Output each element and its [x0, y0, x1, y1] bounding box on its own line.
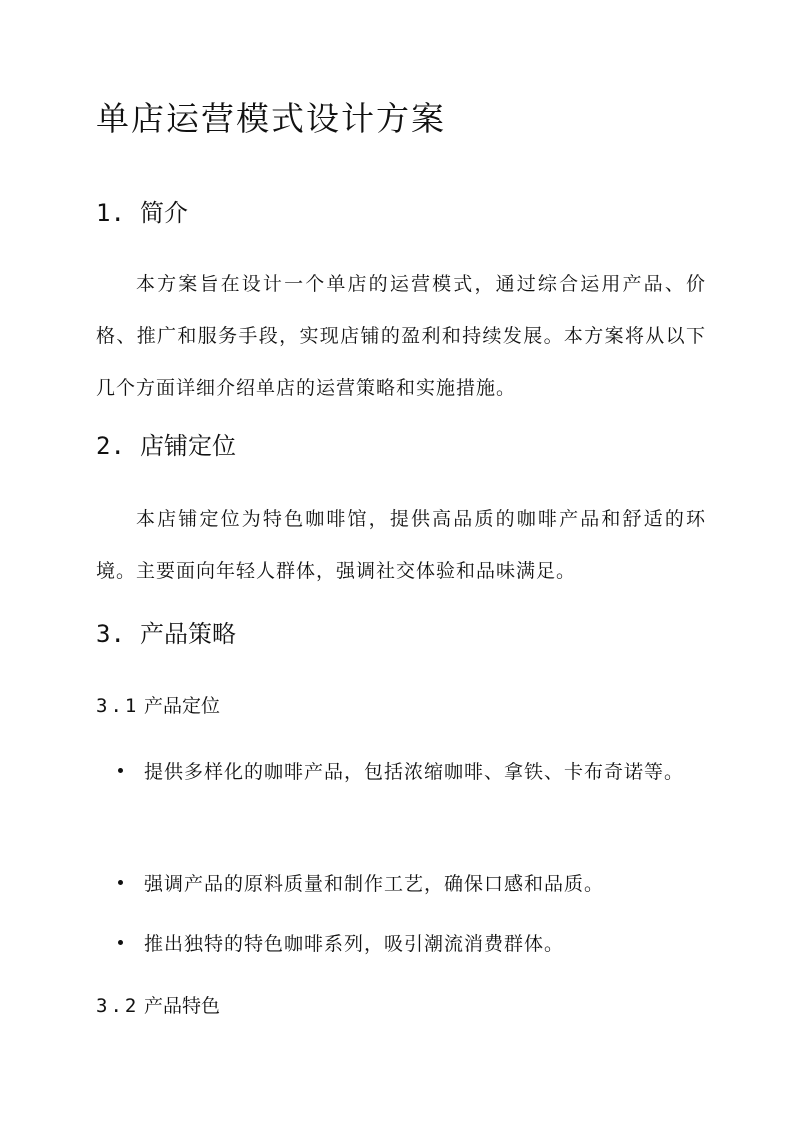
subsection-heading-product-features: [96, 990, 220, 1022]
subsection-title: 产品定位: [144, 695, 221, 717]
document-title: 单店运营模式设计方案: [96, 99, 446, 138]
section-title: 店铺定位: [140, 432, 236, 460]
section-number: 2.: [96, 432, 125, 460]
subsection-number: 3.2: [96, 995, 140, 1017]
section-heading-product-strategy: [96, 614, 236, 654]
bullet-icon: [118, 940, 123, 945]
section-title: 产品策略: [140, 620, 236, 648]
list-item-text: 推出独特的特色咖啡系列，吸引潮流消费群体。: [144, 933, 565, 955]
list-item-text: 强调产品的原料质量和制作工艺，确保口感和品质。: [144, 873, 605, 895]
section-title: 简介: [140, 199, 188, 227]
bullet-icon: [118, 768, 123, 773]
bullet-icon: [118, 880, 123, 885]
list-item: [118, 918, 698, 970]
section-number: 3.: [96, 620, 125, 648]
list-item: [118, 858, 698, 910]
section-number: 1.: [96, 199, 125, 227]
section-heading-intro: [96, 193, 188, 233]
subsection-number: 3.1: [96, 695, 140, 717]
section-paragraph-intro: 本方案旨在设计一个单店的运营模式，通过综合运用产品、价格、推广和服务手段，实现店铺的盈利和持续发展。本方案将从以下几个方面详细介绍单店的运营策略和实施措施。: [96, 273, 706, 399]
subsection-title: 产品特色: [144, 995, 221, 1017]
subsection-heading-product-positioning: [96, 690, 220, 722]
section-heading-positioning: [96, 426, 236, 466]
list-item-text: 提供多样化的咖啡产品，包括浓缩咖啡、拿铁、卡布奇诺等。: [144, 761, 685, 783]
list-item: [118, 746, 698, 798]
section-paragraph-positioning: 本店铺定位为特色咖啡馆，提供高品质的咖啡产品和舒适的环境。主要面向年轻人群体，强调社交体验和品味满足。: [96, 508, 706, 582]
